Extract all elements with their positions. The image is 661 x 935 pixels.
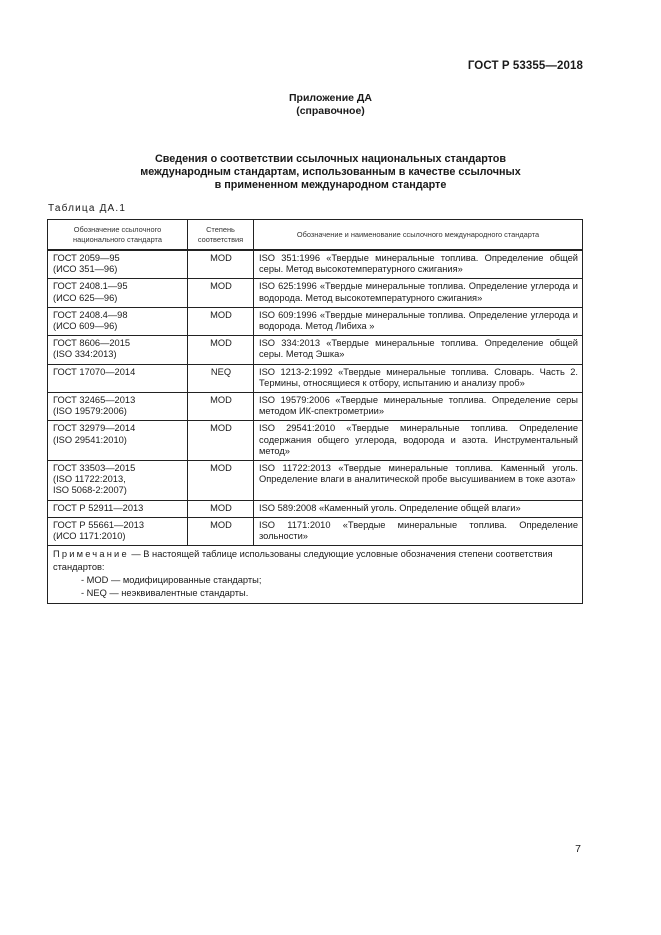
table-row — [48, 250, 583, 279]
international-standard-cell: ISO 29541:2010 «Твердые минеральные топлива. Определение содержания общего углерода, водорода и азота. Инструментальный метод» — [254, 421, 583, 461]
degree-cell: MOD — [188, 421, 254, 461]
appendix-title: Приложение ДА — [289, 92, 372, 104]
appendix-title-block — [0, 92, 661, 118]
international-standard-cell: ISO 589:2008 «Каменный уголь. Определение общей влаги» — [254, 500, 583, 517]
degree-cell: MOD — [188, 336, 254, 364]
section-heading — [60, 153, 601, 192]
heading-line-2: международным стандартам, использованным в качестве ссылочных — [140, 166, 521, 178]
degree-cell: MOD — [188, 393, 254, 421]
degree-cell: MOD — [188, 517, 254, 545]
national-standard-cell: ГОСТ 2059—95 (ИСО 351—96) — [48, 250, 188, 279]
international-standard-cell: ISO 1213-2:1992 «Твердые минеральные топлива. Словарь. Часть 2. Термины, относящиеся к отбору, испытанию и анализу проб» — [254, 364, 583, 392]
national-standard-cell: ГОСТ Р 52911—2013 — [48, 500, 188, 517]
note-item-mod: - MOD — модифицированные стандарты; — [81, 575, 262, 586]
note-label: Примечание — [53, 549, 129, 560]
degree-cell: MOD — [188, 250, 254, 279]
national-standard-cell: ГОСТ 32979—2014 (ISO 29541:2010) — [48, 421, 188, 461]
note-item-neq: - NEQ — неэквивалентные стандарты. — [81, 588, 249, 599]
degree-cell: NEQ — [188, 364, 254, 392]
international-standard-cell: ISO 609:1996 «Твердые минеральные топлива. Определение углерода и водорода. Метод Либиха » — [254, 307, 583, 335]
national-standard-cell: ГОСТ 2408.1—95 (ИСО 625—96) — [48, 279, 188, 307]
table-note — [48, 546, 583, 604]
note-text: — В настоящей таблице использованы следующие условные обозначения степени соответствия стандартов: — [53, 549, 553, 573]
international-standard-cell: ISO 1171:2010 «Твердые минеральные топлива. Определение зольности» — [254, 517, 583, 545]
heading-line-1: Сведения о соответствии ссылочных национальных стандартов — [154, 153, 507, 165]
appendix-subtitle: (справочное) — [296, 105, 365, 117]
heading-line-3: в примененном международном стандарте — [214, 179, 447, 191]
table-header-row — [48, 220, 583, 251]
national-standard-cell: ГОСТ 8606—2015 (ISO 334:2013) — [48, 336, 188, 364]
degree-cell: MOD — [188, 279, 254, 307]
table-row — [48, 364, 583, 392]
degree-cell: MOD — [188, 461, 254, 501]
international-standard-cell: ISO 19579:2006 «Твердые минеральные топлива. Определение серы методом ИК-спектрометрии» — [254, 393, 583, 421]
national-standard-cell: ГОСТ 17070—2014 — [48, 364, 188, 392]
table-caption: Таблица ДА.1 — [48, 203, 127, 214]
document-code: ГОСТ Р 53355—2018 — [467, 60, 583, 72]
national-standard-cell: ГОСТ 33503—2015 (ISO 11722:2013, ISO 5068-2:2007) — [48, 461, 188, 501]
page-number: 7 — [575, 843, 581, 855]
national-standard-cell: ГОСТ 32465—2013 (ISO 19579:2006) — [48, 393, 188, 421]
international-standard-cell: ISO 351:1996 «Твердые минеральные топлива. Определение общей серы. Метод высокотемпературного сжигания» — [254, 250, 583, 279]
table-row — [48, 393, 583, 421]
national-standard-cell: ГОСТ 2408.4—98 (ИСО 609—96) — [48, 307, 188, 335]
table-note-row — [48, 546, 583, 604]
table-row — [48, 279, 583, 307]
degree-cell: MOD — [188, 500, 254, 517]
table-row — [48, 336, 583, 364]
degree-cell: MOD — [188, 307, 254, 335]
table-row — [48, 517, 583, 545]
international-standard-cell: ISO 334:2013 «Твердые минеральные топлива. Определение общей серы. Метод Эшка» — [254, 336, 583, 364]
national-standard-cell: ГОСТ Р 55661—2013 (ИСО 1171:2010) — [48, 517, 188, 545]
correspondence-table — [47, 219, 583, 604]
table-row — [48, 421, 583, 461]
header-degree: Степень соответствия — [188, 220, 254, 251]
table-row — [48, 461, 583, 501]
international-standard-cell: ISO 625:1996 «Твердые минеральные топлива. Определение углерода и водорода. Метод высокотемпературного сжигания» — [254, 279, 583, 307]
table-row — [48, 307, 583, 335]
table-row — [48, 500, 583, 517]
international-standard-cell: ISO 11722:2013 «Твердые минеральные топлива. Каменный уголь. Определение влаги в аналитической пробе высушиванием в токе азота» — [254, 461, 583, 501]
header-international-standard: Обозначение и наименование ссылочного международного стандарта — [254, 220, 583, 251]
header-national-standard: Обозначение ссылочного национального стандарта — [48, 220, 188, 251]
